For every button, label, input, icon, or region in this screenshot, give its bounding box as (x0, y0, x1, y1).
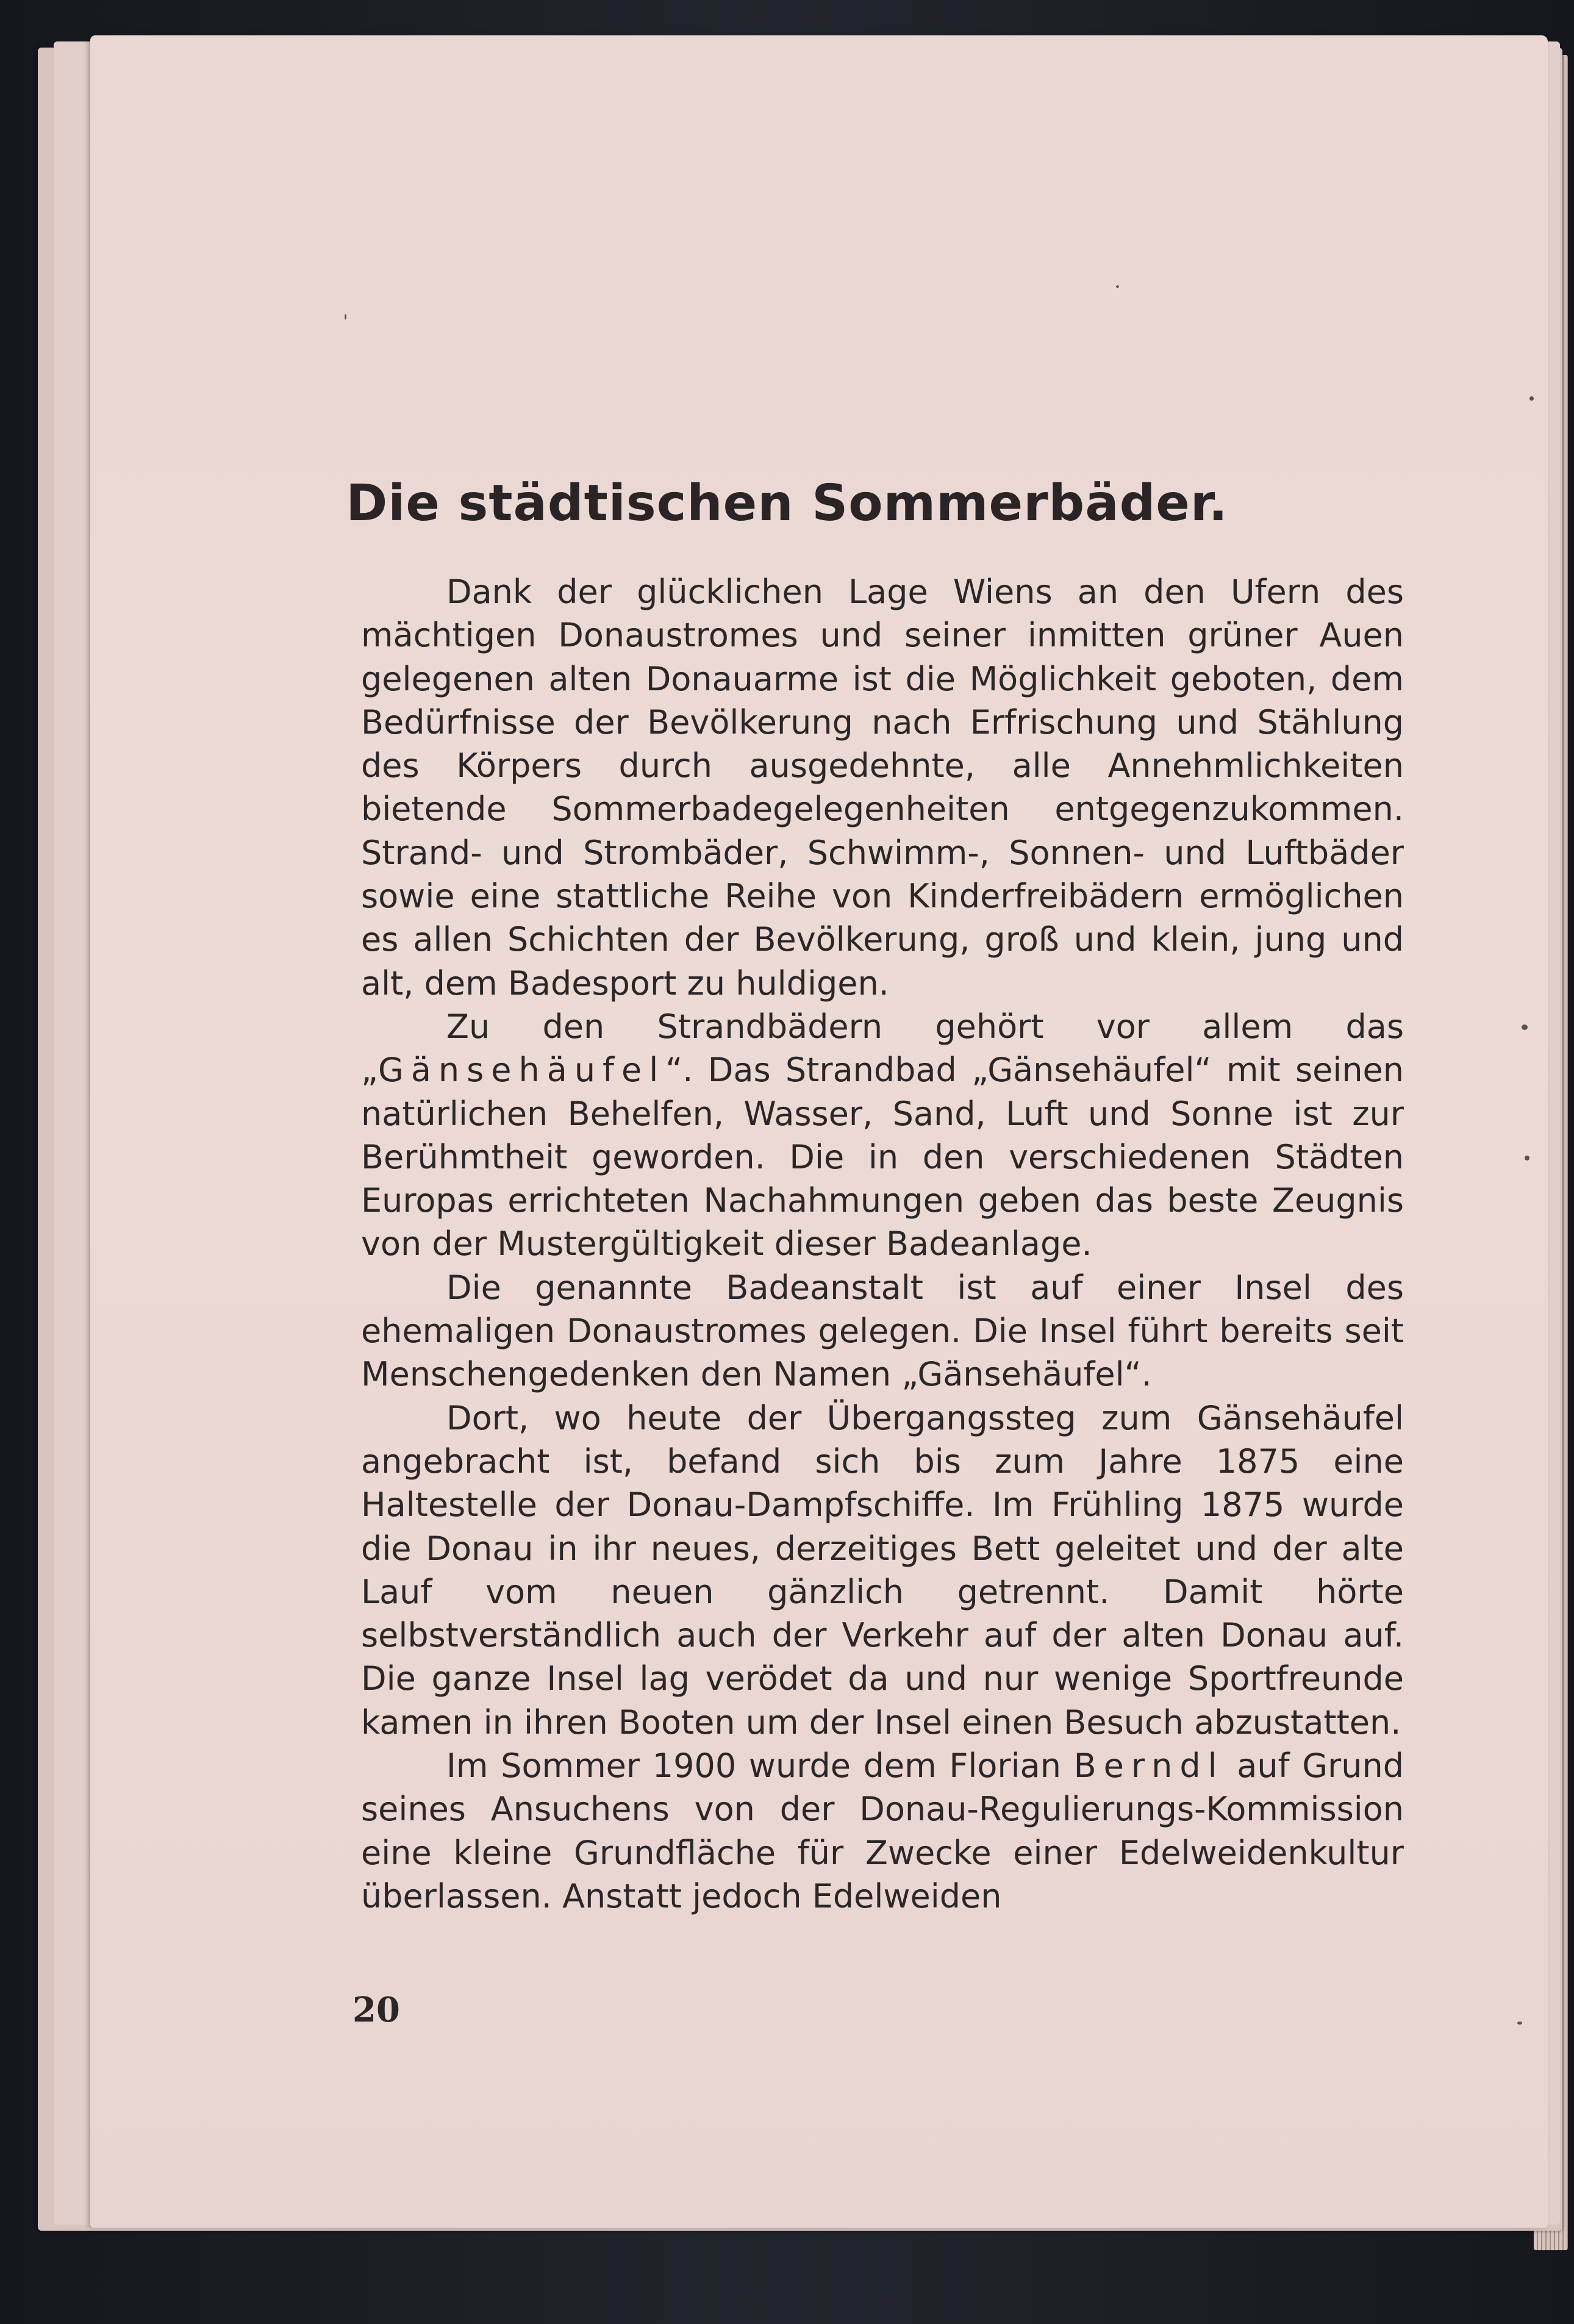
paragraph: Dank der glücklichen Lage Wiens an den Ufern des mächtigen Donaustromes und seiner inmitten grüner Auen gelegenen alten Donauarme ist die Möglichkeit geboten, dem Bedürfnisse der Bevölkerung nach Erfrischung und Stählung des Körpers durch ausgedehnte, alle Annehmlichkeiten bietende Sommerbadegelegenheiten entgegenzukommen. Strand- und Strombäder, Schwimm-, Sonnen- und Luftbäder sowie eine stattliche Reihe von Kinderfreibädern ermöglichen es allen Schichten der Bevölkerung, groß und klein, jung und alt, dem Badesport zu huldigen. (361, 573, 1404, 1003)
body-text (361, 570, 1404, 1918)
speck (345, 314, 346, 320)
paragraph-text: Zu den Strandbädern gehört vor allem das „ (361, 1007, 1404, 1090)
paragraph: Die genannte Badeanstalt ist auf einer Insel des ehemaligen Donaustromes gelegen. Die Insel führt bereits seit Menschengedenken den Namen „Gänsehäufel“. (361, 1268, 1404, 1394)
speck (1529, 396, 1534, 401)
paragraph-text: auf Grund seines Ansuchens von der Donau-Regulierungs-Kommission eine kleine Grundfläche für Zwecke einer Edelweidenkultur überlassen. Anstatt jedoch Edelweiden (361, 1747, 1404, 1915)
page-title: Die städtischen Sommerbäder. (346, 474, 1228, 532)
speck (1525, 1156, 1529, 1160)
paragraph: Dort, wo heute der Übergangssteg zum Gänsehäufel angebracht ist, befand sich bis zum Jahre 1875 eine Haltestelle der Donau-Dampfschiffe. Im Frühling 1875 wurde die Donau in ihr neues, derzeitiges Bett geleitet und der alte Lauf vom neuen gänzlich getrennt. Damit hörte selbstverständlich auch der Verkehr auf der alten Donau auf. Die ganze Insel lag verödet da und nur wenige Sportfreunde kamen in ihren Booten um der Insel einen Besuch abzustatten. (361, 1398, 1404, 1742)
paragraph (361, 1744, 1404, 1918)
paragraph (361, 1005, 1404, 1266)
speck (1522, 1024, 1528, 1030)
paragraph-text: “. Das Strandbad „Gänsehäufel“ mit seinen natürlichen Behelfen, Wasser, Sand, Luft und Sonne ist zur Berühmtheit geworden. Die in den verschiedenen Städten Europas errichteten Nachahmungen geben das beste Zeugnis von der Mustergültigkeit dieser Badeanlage. (361, 1051, 1404, 1264)
spaced-name: Berndl (1073, 1747, 1225, 1786)
speck (1517, 2022, 1522, 2025)
paragraph-text: Im Sommer 1900 wurde dem Florian (446, 1747, 1074, 1786)
page-number: 20 (352, 1990, 400, 2030)
speck (1116, 285, 1119, 288)
spaced-name: Gänsehäufel (377, 1051, 666, 1090)
